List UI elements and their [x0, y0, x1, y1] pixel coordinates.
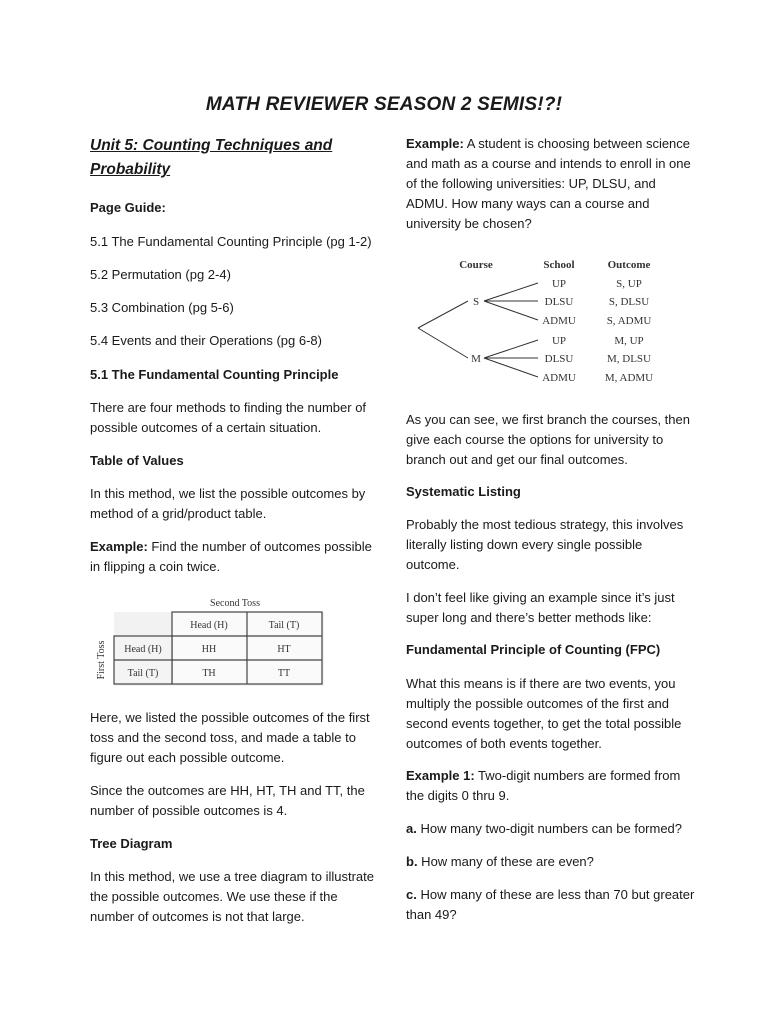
tree-course: M — [471, 353, 481, 365]
tree-header-school: School — [543, 259, 575, 271]
tree-outcome: M, DLSU — [606, 353, 652, 365]
fpc-text: What this means is if there are two events, you multiply the possible outcomes of the first and second events together, to get the total possible outcomes of both events together. — [406, 676, 682, 751]
tree-outcome: S, DLSU — [608, 296, 650, 308]
tree-outcome: S, UP — [616, 278, 642, 290]
table-cell: TH — [202, 668, 216, 679]
question-b-text: How many of these are even? — [417, 854, 594, 869]
example-text: Find the number of outcomes possible in flipping a coin twice. — [90, 539, 372, 574]
example-1 — [406, 766, 696, 806]
after-table-text: Here, we listed the possible outcomes of the first toss and the second toss, and made a table to figure out each possible outcome. — [90, 710, 370, 765]
tree-school: DLSU — [544, 296, 574, 308]
tree-outcome: M, UP — [614, 335, 644, 347]
col-header: Tail (T) — [268, 620, 300, 631]
question-b — [406, 852, 696, 872]
systematic-listing-heading: Systematic Listing — [406, 484, 521, 499]
guide-item: 5.4 Events and their Operations (pg 6-8) — [90, 333, 322, 348]
example-label: Example: — [406, 136, 464, 151]
guide-item: 5.3 Combination (pg 5-6) — [90, 300, 234, 315]
unit-title: Unit 5: Counting Techniques and Probability — [90, 137, 333, 178]
col-header: Head (H) — [190, 620, 228, 631]
tree-outcome: M, ADMU — [604, 372, 654, 384]
tree-course: S — [472, 296, 480, 308]
question-b-label: b. — [406, 854, 418, 869]
tree-explanation: As you can see, we first branch the courses, then give each course the options for university to branch out and get our final outcomes. — [406, 412, 690, 467]
tree-school: ADMU — [542, 315, 576, 327]
systematic-listing-text: Probably the most tedious strategy, this involves literally listing down every single possible outcome. — [406, 517, 684, 572]
row-title: First Toss — [96, 640, 107, 680]
tree-school: UP — [551, 278, 567, 290]
no-example-text: I don’t feel like giving an example since it’s just super long and there’s better methods like: — [406, 590, 675, 625]
tree-school: DLSU — [544, 353, 574, 365]
table-cell: HT — [277, 644, 291, 655]
example-1-label: Example 1: — [406, 768, 475, 783]
question-c — [406, 885, 696, 925]
tree-diagram-text: In this method, we use a tree diagram to illustrate the possible outcomes. We use these if the number of outcomes is not that large. — [90, 869, 374, 924]
tree-header-outcome: Outcome — [607, 259, 651, 271]
question-a-text: How many two-digit numbers can be formed? — [416, 821, 683, 836]
table-of-values-heading: Table of Values — [90, 453, 184, 468]
question-c-label: c. — [406, 887, 417, 902]
question-a — [406, 819, 696, 839]
coin-example — [90, 537, 380, 577]
example-label: Example: — [90, 539, 148, 554]
example-1-text: Two-digit numbers are formed from the digits 0 thru 9. — [406, 768, 681, 803]
tree-school: ADMU — [542, 372, 576, 384]
row-header: Tail (T) — [127, 668, 159, 679]
question-a-label: a. — [406, 821, 417, 836]
tree-school: UP — [551, 335, 567, 347]
intro-paragraph: There are four methods to finding the number of possible outcomes of a certain situation. — [90, 400, 367, 435]
page-title: MATH REVIEWER SEASON 2 SEMIS!?! — [205, 94, 563, 115]
page-guide-heading: Page Guide: — [90, 200, 166, 215]
tree-header-course: Course — [459, 259, 493, 271]
course-example — [406, 134, 696, 234]
tree-outcome: S, ADMU — [606, 315, 652, 327]
row-header: Head (H) — [124, 644, 162, 655]
tree-diagram-heading: Tree Diagram — [90, 836, 173, 851]
tree-diagram — [406, 252, 666, 392]
question-c-text: How many of these are less than 70 but greater than 49? — [406, 887, 695, 922]
fpc-heading: Fundamental Principle of Counting (FPC) — [406, 642, 661, 657]
since-text: Since the outcomes are HH, HT, TH and TT, the number of possible outcomes is 4. — [90, 783, 365, 818]
table-cell: TT — [277, 668, 291, 679]
coin-toss-table — [90, 590, 330, 690]
col-title: Second Toss — [210, 598, 260, 609]
section-heading: 5.1 The Fundamental Counting Principle — [90, 367, 339, 382]
table-cell: HH — [201, 644, 217, 655]
table-of-values-text: In this method, we list the possible outcomes by method of a grid/product table. — [90, 486, 366, 521]
guide-item: 5.2 Permutation (pg 2-4) — [90, 267, 231, 282]
example-text: A student is choosing between science and math as a course and intends to enroll in one of the following universities: UP, DLSU, and ADMU. How many ways can a course and university be chosen? — [406, 136, 691, 231]
guide-item: 5.1 The Fundamental Counting Principle (pg 1-2) — [90, 234, 372, 249]
